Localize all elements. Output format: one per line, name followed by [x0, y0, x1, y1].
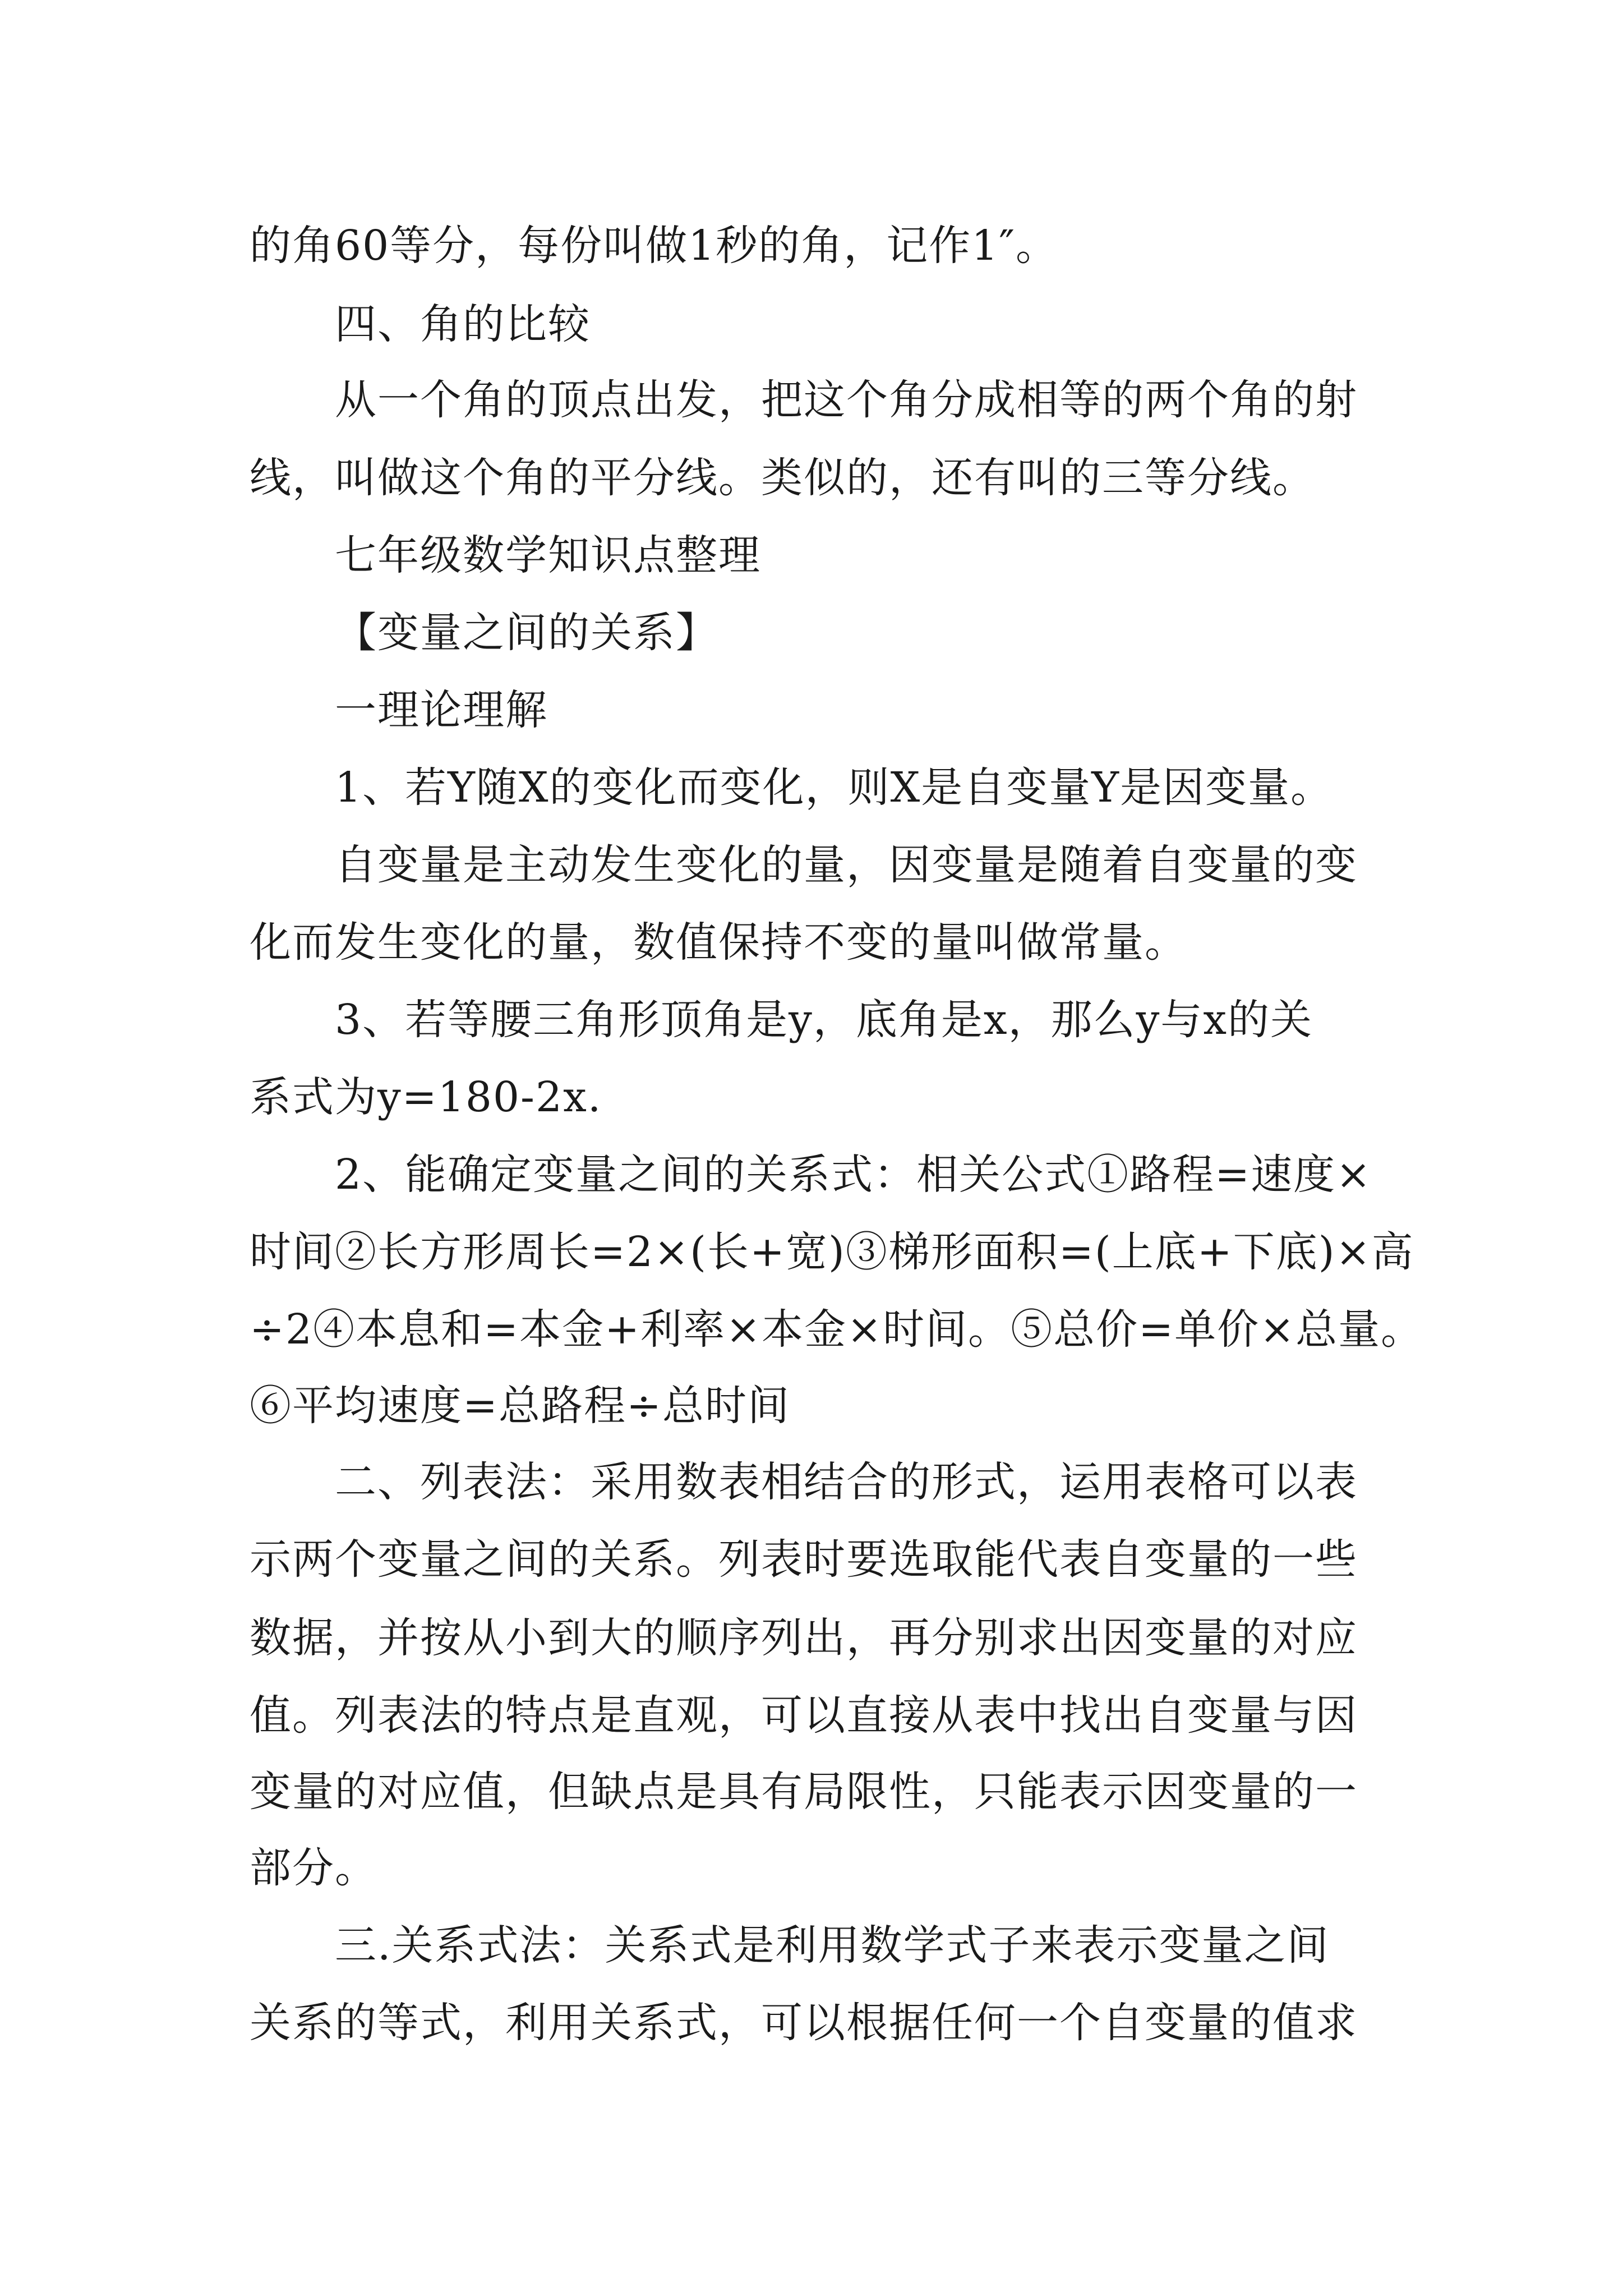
text-line: 2、能确定变量之间的关系式：相关公式①路程=速度× [335, 1151, 1372, 1199]
text-line: ⑥平均速度=总路程÷总时间 [250, 1382, 791, 1430]
text-line: 的角60等分，每份叫做1秒的角，记作1″。 [250, 222, 1058, 270]
text-line: 值。列表法的特点是直观，可以直接从表中找出自变量与因 [250, 1691, 1358, 1740]
text-line: 线，叫做这个角的平分线。类似的，还有叫的三等分线。 [250, 454, 1315, 502]
text-line: 关系的等式，利用关系式，可以根据任何一个自变量的值求 [250, 1999, 1358, 2047]
text-line: 变量的对应值，但缺点是具有局限性，只能表示因变量的一 [250, 1768, 1358, 1816]
text-line: 自变量是主动发生变化的量，因变量是随着自变量的变 [335, 841, 1358, 889]
text-line: 1、若Y随X的变化而变化，则X是自变量Y是因变量。 [335, 763, 1334, 812]
text-line: 七年级数学知识点整理 [335, 531, 761, 579]
text-line: 示两个变量之间的关系。列表时要选取能代表自变量的一些 [250, 1535, 1358, 1584]
text-line: 系式为y=180-2x. [250, 1073, 602, 1121]
text-line: 化而发生变化的量，数值保持不变的量叫做常量。 [250, 918, 1187, 967]
text-line: ÷2④本息和=本金+利率×本金×时间。⑤总价=单价×总量。 [250, 1305, 1424, 1354]
text-line: 时间②长方形周长=2×(长+宽)③梯形面积=(上底+下底)×高 [250, 1228, 1414, 1276]
text-line: 四、角的比较 [335, 300, 591, 348]
text-line: 从一个角的顶点出发，把这个角分成相等的两个角的射 [335, 376, 1358, 424]
text-line: 3、若等腰三角形顶角是y，底角是x，那么y与x的关 [335, 996, 1313, 1044]
text-line: 一理论理解 [335, 686, 548, 734]
text-line: 二、列表法：采用数表相结合的形式，运用表格可以表 [335, 1458, 1358, 1506]
text-line: 三.关系式法：关系式是利用数学式子来表示变量之间 [335, 1921, 1330, 1970]
text-line: 部分。 [250, 1844, 377, 1892]
text-line: 数据，并按从小到大的顺序列出，再分别求出因变量的对应 [250, 1614, 1358, 1662]
text-line: 【变量之间的关系】 [335, 609, 718, 657]
